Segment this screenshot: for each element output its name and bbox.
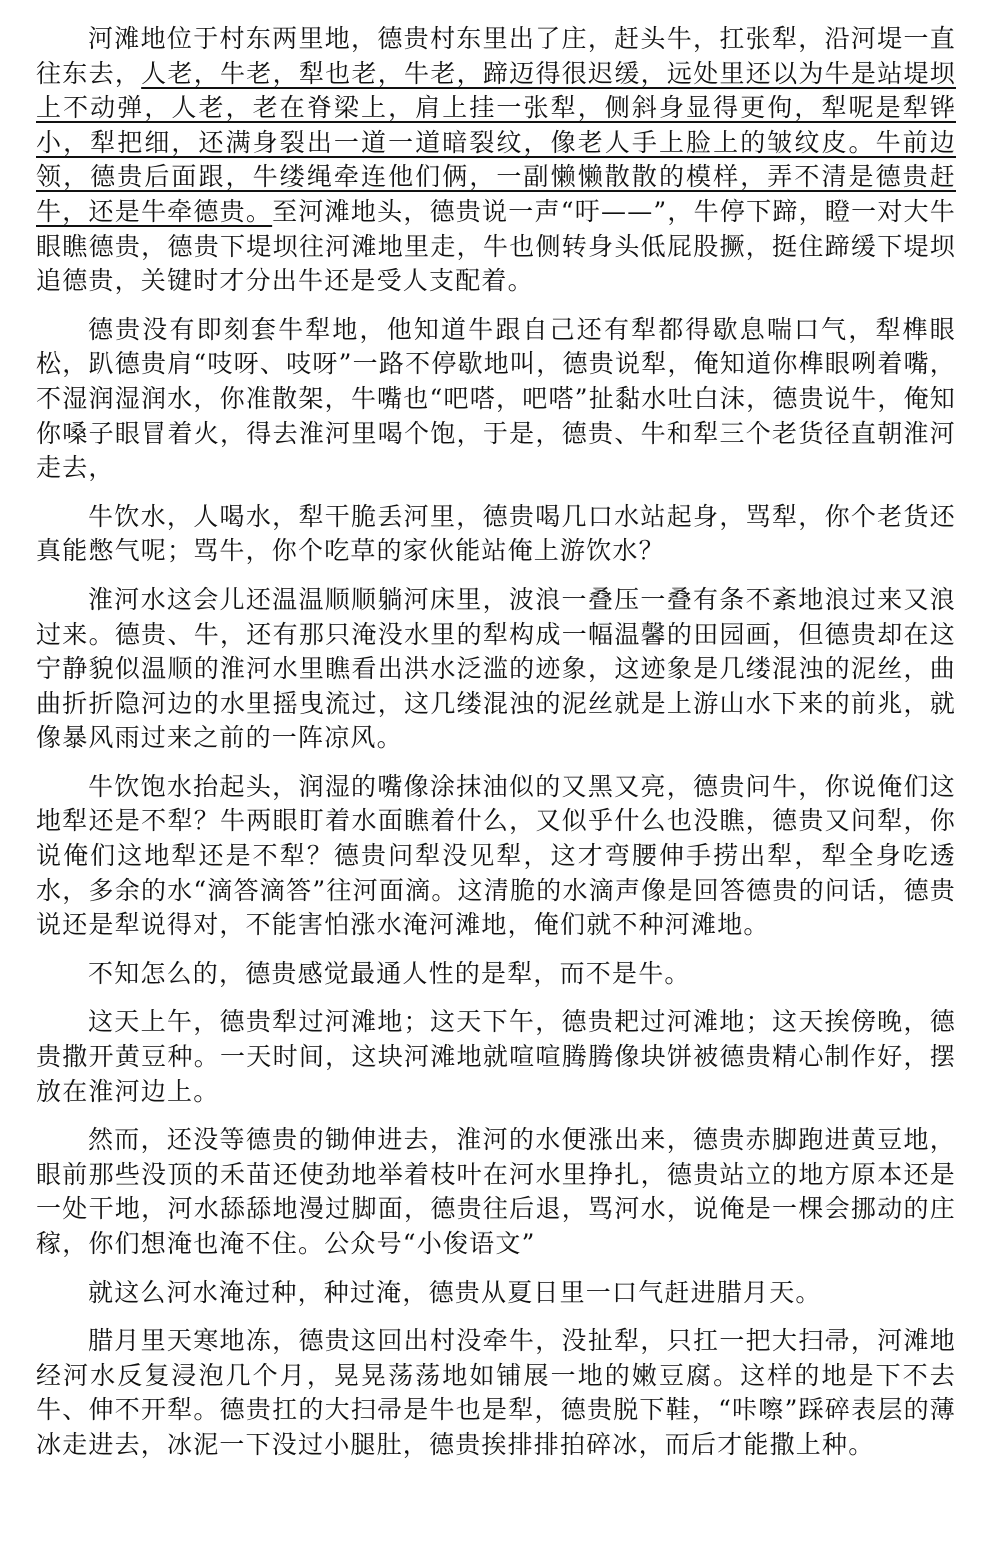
- paragraph-1: [36, 22, 956, 299]
- paragraph-6: 不知怎么的，德贵感觉最通人性的是犁，而不是牛。: [88, 958, 691, 988]
- paragraph-1-text-b: 至河滩地头，德贵说一声“吁——”，牛停下蹄，瞪一对大牛眼瞧德贵，德贵下堤坝往河滩地里走，牛也侧转身头低屁股撅，挺住蹄缓下堤坝追德贵，关键时才分出牛还是受人支配着。: [36, 196, 956, 296]
- paragraph-4: 淮河水这会儿还温温顺顺躺河床里，波浪一叠压一叠有条不紊地浪过来又浪过来。德贵、牛，还有那只淹没水里的犁构成一幅温馨的田园画，但德贵却在这宁静貌似温顺的淮河水里瞧看出洪水泛滥的迹象，这迹象是几缕混浊的泥丝，曲曲折折隐河边的水里摇曳流过，这几缕混浊的泥丝就是上游山水下来的前兆，就像暴风雨过来之前的一阵凉风。: [36, 584, 956, 753]
- paragraph-3: 牛饮水，人喝水，犁干脆丢河里，德贵喝几口水站起身，骂犁，你个老货还真能憋气呢；骂牛，你个吃草的家伙能站俺上游饮水？: [36, 501, 956, 566]
- paragraph-1-text-a: 河滩地位于村东两里地，德贵村东里出了庄，赶头牛，扛张犁，沿河堤一直往东去，: [36, 24, 956, 88]
- paragraph-1-underlined-passage: 人老，牛老，犁也老，牛老，蹄迈得很迟缓，远处里还以为牛是站堤坝上不动弹，人老，老在脊梁上，肩上挂一张犁，侧斜身显得更佝，犁呢是犁铧小，犁把细，还满身裂出一道一道暗裂纹，像老人手上脸上的皱纹皮。牛前边领，德贵后面跟，牛缕绳牵连他们俩，一副懒懒散散的模样，弄不清是德贵赶牛，还是牛牵德贵。: [36, 58, 956, 226]
- paragraph-5: 牛饮饱水抬起头，润湿的嘴像涂抹油似的又黑又亮，德贵问牛，你说俺们这地犁还是不犁？牛两眼盯着水面瞧着什么，又似乎什么也没瞧，德贵又问犁，你说俺们这地犁还是不犁？德贵问犁没见犁，这才弯腰伸手捞出犁，犁全身吃透水，多余的水“滴答滴答”往河面滴。这清脆的水滴声像是回答德贵的问话，德贵说还是犁说得对，不能害怕涨水淹河滩地，俺们就不种河滩地。: [36, 771, 956, 940]
- paragraph-9: 就这么河水淹过种，种过淹，德贵从夏日里一口气赶进腊月天。: [88, 1277, 822, 1307]
- paragraph-2: 德贵没有即刻套牛犁地，他知道牛跟自己还有犁都得歇息喘口气，犁榫眼松，趴德贵肩“吱呀、吱呀”一路不停歇地叫，德贵说犁，俺知道你榫眼咧着嘴，不湿润湿润水，你准散架，牛嘴也“吧嗒，吧嗒”扯黏水吐白沫，德贵说牛，俺知你嗓子眼冒着火，得去淮河里喝个饱，于是，德贵、牛和犁三个老货径直朝淮河走去，: [36, 314, 956, 483]
- paragraph-10: 腊月里天寒地冻，德贵这回出村没牵牛，没扯犁，只扛一把大扫帚，河滩地经河水反复浸泡几个月，晃晃荡荡地如铺展一地的嫩豆腐。这样的地是下不去牛、伸不开犁。德贵扛的大扫帚是牛也是犁，德贵脱下鞋，“咔嚓”踩碎表层的薄冰走进去，冰泥一下没过小腿肚，德贵挨排排拍碎冰，而后才能撒上种。: [36, 1326, 956, 1459]
- paragraph-7: 这天上午，德贵犁过河滩地；这天下午，德贵耙过河滩地；这天挨傍晚，德贵撒开黄豆种。一天时间，这块河滩地就喧喧腾腾像块饼被德贵精心制作好，摆放在淮河边上。: [36, 1007, 956, 1106]
- paragraph-8: 然而，还没等德贵的锄伸进去，淮河的水便涨出来，德贵赤脚跑进黄豆地，眼前那些没顶的禾苗还使劲地举着枝叶在河水里挣扎，德贵站立的地方原本还是一处干地，河水舔舔地漫过脚面，德贵往后退，骂河水，说俺是一棵会挪动的庄稼，你们想淹也淹不住。公众号“小俊语文”: [36, 1125, 956, 1258]
